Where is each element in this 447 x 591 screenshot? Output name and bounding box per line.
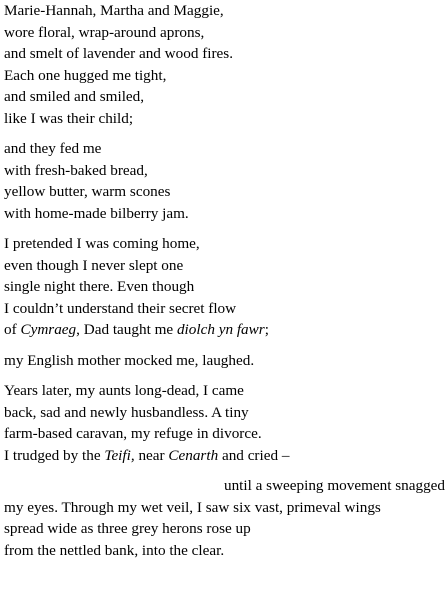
stanza-gap (4, 341, 445, 350)
welsh-word-cymraeg: Cymraeg (20, 321, 77, 338)
stanza-4 (4, 350, 445, 372)
place-name-cenarth: Cenarth (168, 446, 219, 464)
poem-line: Marie-Hannah, Martha and Maggie, (4, 2, 224, 19)
poem (4, 0, 445, 561)
poem-line: I couldn’t understand their secret flow (4, 299, 237, 317)
poem-line: and smelt of lavender and wood fires. (4, 45, 234, 62)
poem-line: and they fed me (4, 140, 102, 157)
poem-line: Each one hugged me tight, (4, 66, 167, 84)
poem-line (4, 445, 445, 467)
poem-line: Years later, my aunts long-dead, I came (4, 382, 244, 399)
poem-line-indented: until a sweeping movement snagged (223, 477, 445, 494)
poem-line (4, 319, 445, 341)
poem-line: with fresh-baked bread, (4, 161, 148, 179)
poem-line: wore floral, wrap-around aprons, (4, 23, 205, 41)
poem-line: from the nettled bank, into the clear. (4, 541, 225, 559)
text-segment: , Dad taught me (76, 321, 177, 338)
text-segment: ; (264, 321, 269, 338)
poem-line: my eyes. Through my wet veil, I saw six vast, primeval wings (4, 498, 381, 516)
poem-line: spread wide as three grey herons rose up (4, 520, 251, 537)
stanza-5 (4, 380, 445, 466)
poem-line: yellow butter, warm scones (4, 183, 171, 200)
stanza-gap (4, 371, 445, 380)
text-segment: and cried – (218, 446, 290, 464)
poem-line: and smiled and smiled, (4, 88, 145, 105)
stanza-2 (4, 138, 445, 224)
poem-line: even though I never slept one (4, 256, 184, 274)
text-segment: I trudged by the (4, 446, 105, 464)
place-name-teifi: Teifi, (104, 446, 135, 464)
stanza-6 (4, 475, 445, 561)
text-segment: near (134, 446, 169, 464)
welsh-phrase-diolch: diolch yn fawr (176, 321, 265, 338)
stanza-1 (4, 0, 445, 129)
poem-line: farm-based caravan, my refuge in divorce. (4, 425, 262, 442)
poem-line: back, sad and newly husbandless. A tiny (4, 403, 249, 421)
poem-line: single night there. Even though (4, 278, 195, 295)
text-segment: of (4, 321, 21, 338)
poem-line: like I was their child; (4, 109, 134, 127)
poem-line: with home-made bilberry jam. (4, 204, 189, 222)
stanza-gap (4, 466, 445, 475)
poem-line: my English mother mocked me, laughed. (4, 351, 255, 369)
stanza-3 (4, 233, 445, 341)
stanza-gap (4, 224, 445, 233)
stanza-gap (4, 129, 445, 138)
poem-line: I pretended I was coming home, (4, 235, 200, 252)
